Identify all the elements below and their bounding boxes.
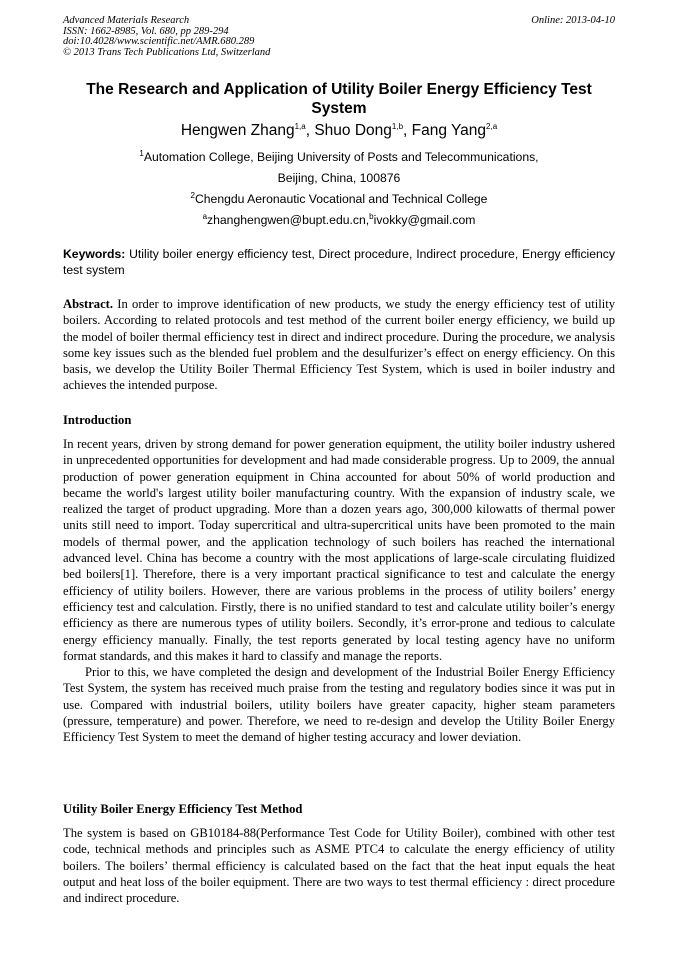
abstract-label: Abstract. [63,297,114,311]
keywords-text: Utility boiler energy efficiency test, Direct procedure, Indirect procedure, Energy efficiency test system [63,247,615,277]
author-emails [63,213,615,228]
journal-info [63,16,270,58]
author-name: Shuo Dong [314,122,392,139]
affiliation-2 [63,192,615,207]
author-separator: , [403,122,412,139]
introduction-body [63,436,615,746]
method-body [63,825,615,906]
affiliation-superscript: 2 [190,190,195,200]
author-superscript: 2,a [486,121,498,131]
email-b: ivokky@gmail.com [373,213,476,227]
paragraph: In recent years, driven by strong demand for power generation equipment, the utility boiler industry ushered in unprecedented opportunities for development and had made considerable progress. Up to 2009, the annual production of power generation equipment in China accounted for about 50% of world production and became the world's largest utility boiler manufacturing country. With the expansion of industry scale, we realized the target of product upgrading. More than a dozen years ago, 300,000 kilowatts of thermal power units still need to import. Today supercritical and ultra-supercritical units have been promoted to the main models of thermal power, and the application technology of such boilers has reached the international advanced level. China has become a country with the most applications of large-scale circulating fluidized bed boilers[1]. Therefore, there is a very important practical significance to test and calculate the energy efficiency of utility boilers. However, there are various problems in the process of utility boilers’ energy efficiency test and calculation. Firstly, there is no unified standard to test and calculate utility boiler’s energy efficiency as there are numerous types of utility boilers. Secondly, it’s error-prone and tedious to calculate energy efficiency manually. Finally, the test reports generated by local testing agency have no uniform format standards, and this makes it hard to classify and manage the reports. [63,437,615,663]
affiliation-superscript: 1 [139,148,144,158]
email-superscript: a [202,211,208,221]
author-list [63,121,615,141]
issn-line: ISSN: 1662-8985, Vol. 680, pp 289-294 [63,25,229,37]
online-date: Online: 2013-04-10 [531,15,615,26]
keywords-block [63,247,615,278]
affiliation-text: Automation College, Beijing University of Posts and Telecommunications, [143,150,539,164]
affiliation-text: Chengdu Aeronautic Vocational and Technical College [194,192,488,206]
author-separator: , [305,122,315,139]
email-a: zhanghengwen@bupt.edu.cn, [207,213,370,227]
paragraph: Prior to this, we have completed the design and development of the Industrial Boiler Energy Efficiency Test System, the system has received much praise from the testing and regulatory bodies since it was put in use. Compared with industrial boilers, utility boilers have greater capacity, higher steam parameters (pressure, temperature) and power. Therefore, we need to re-design and develop the Utility Boiler Energy Efficiency Test System to meet the demand of higher testing accuracy and lower deviation. [63,665,615,745]
author-name: Hengwen Zhang [180,122,295,139]
copyright-line: © 2013 Trans Tech Publications Ltd, Switzerland [63,46,271,58]
author-name: Fang Yang [411,122,487,139]
journal-name: Advanced Materials Research [63,15,190,26]
keywords-label: Keywords: [63,247,126,261]
abstract-block [63,296,615,394]
section-heading-introduction: Introduction [63,413,132,427]
abstract-text: In order to improve identification of new products, we study the energy efficiency test of utility boilers. According to related protocols and test method of the current boiler energy efficiency, we build up the model of boiler thermal efficiency test in direct and indirect procedure. During the procedure, we analysis some key issues such as the blended fuel problem and the desulfurizer’s effect on energy efficiency. On this basis, we develop the Utility Boiler Thermal Efficiency Test System, which is used in boiler industry and achieves the intended purpose. [63,297,615,393]
paper-title: The Research and Application of Utility Boiler Energy Efficiency Test System [86,81,592,117]
affiliation-1-address: Beijing, China, 100876 [277,171,401,185]
affiliation-1 [63,150,615,165]
doi-line: doi:10.4028/www.scientific.net/AMR.680.289 [63,36,255,48]
section-heading-method: Utility Boiler Energy Efficiency Test Method [63,802,303,816]
author-superscript: 1,a [294,121,306,131]
paragraph: The system is based on GB10184-88(Performance Test Code for Utility Boiler), combined with other test code, technical methods and principles such as ASME PTC4 to calculate the energy efficiency of utility boilers. The boilers’ thermal efficiency is calculated based on the fact that the heat input equals the heat output and heat loss of the boiler equipment. There are two ways to test thermal efficiency : direct procedure and indirect procedure. [63,826,615,906]
email-superscript: b [369,211,374,221]
author-superscript: 1,b [391,121,404,131]
